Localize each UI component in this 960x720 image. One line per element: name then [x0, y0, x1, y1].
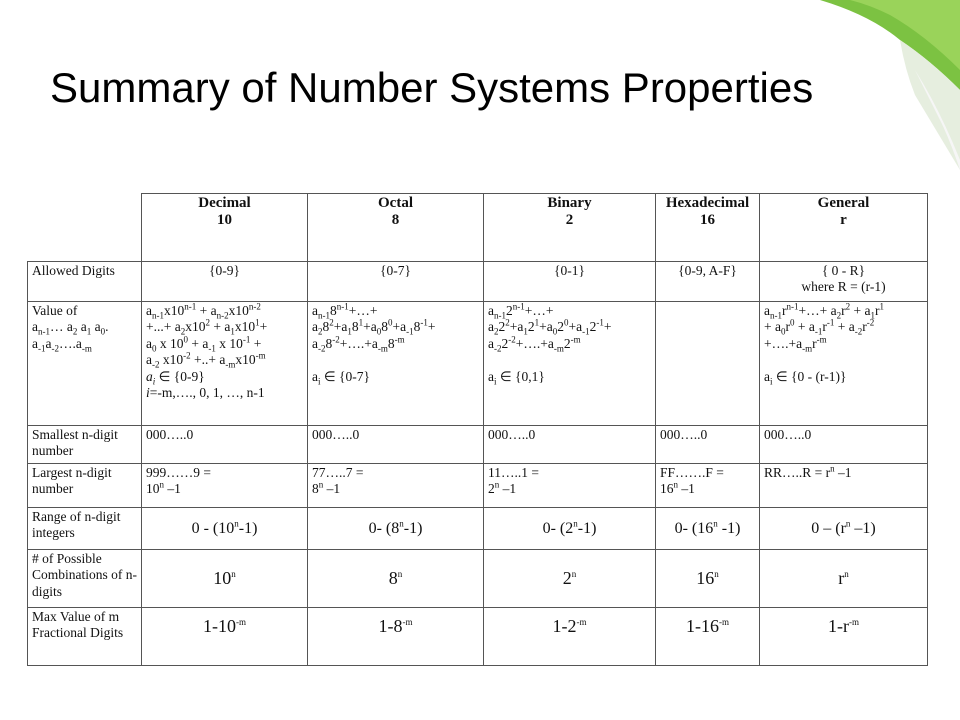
allowed-general: { 0 - R} where R = (r-1)	[760, 262, 928, 302]
range-octal: 0- (8$^n$-1)	[308, 508, 484, 550]
allowed-octal: {0-7}	[308, 262, 484, 302]
slide-title: Summary of Number Systems Properties	[50, 64, 814, 111]
label-range: Range of n-digit integers	[28, 508, 142, 550]
smallest-decimal: 000…..0	[142, 426, 308, 464]
smallest-hex: 000…..0	[656, 426, 760, 464]
maxfrac-octal: $1-8^{-m}$	[308, 608, 484, 666]
smallest-octal: 000…..0	[308, 426, 484, 464]
row-allowed-digits	[28, 262, 928, 302]
row-range	[28, 508, 928, 550]
allowed-decimal: {0-9}	[142, 262, 308, 302]
value-general: $a_{n-1}r^{n-1}+\dots+ a_2r^2 + a_1r^1$ + $a_0r^0 + a_{-1}r^{-1} + a_{-2}r^{-2}$ $+\dots.+a_{-m}r^{-m}$ $a_i$ ∈ {0 - (r-1)}	[760, 302, 928, 426]
label-smallest: Smallest n-digit number	[28, 426, 142, 464]
label-largest: Largest n-digit number	[28, 464, 142, 508]
range-hex: 0- (16$^n$ -1)	[656, 508, 760, 550]
header-hexadecimal: Hexadecimal 16	[656, 194, 760, 262]
largest-binary: 11…..1 = $2^n$ –1	[484, 464, 656, 508]
row-smallest	[28, 426, 928, 464]
row-combinations	[28, 550, 928, 608]
range-general: $0 - (r^n$ –1)	[760, 508, 928, 550]
largest-octal: 77…..7 = $8^n$ –1	[308, 464, 484, 508]
allowed-binary: {0-1}	[484, 262, 656, 302]
label-combinations: # of Possible Combinations of n-digits	[28, 550, 142, 608]
label-value-of: Value of $a_{n-1}\dots$ $a_2$ $a_1$ $a_0$. $a_{-1}a_{-2}\dots.a_{-m}$	[28, 302, 142, 426]
combos-general: $r^n$	[760, 550, 928, 608]
properties-table	[27, 193, 927, 665]
largest-general: RR…..R = $r^n$ –1	[760, 464, 928, 508]
label-allowed-digits: Allowed Digits	[28, 262, 142, 302]
header-row	[28, 194, 928, 262]
header-general: General r	[760, 194, 928, 262]
combos-binary: 2$^n$	[484, 550, 656, 608]
page-curl-decoration	[700, 0, 960, 170]
header-decimal: Decimal 10	[142, 194, 308, 262]
row-max-fractional	[28, 608, 928, 666]
largest-decimal: 999……9 = $10^n$ –1	[142, 464, 308, 508]
range-decimal: 0 - (10$^n$-1)	[142, 508, 308, 550]
combos-octal: 8$^n$	[308, 550, 484, 608]
maxfrac-hex: $1-16^{-m}$	[656, 608, 760, 666]
value-octal: $a_{n-1}8^{n-1}+\dots+$ $a_28^2+a_18^1+a_08^0+a_{-1}8^{-1}+$ $a_{-2}8^{-2}+\dots.+a_{-m}8^{-m}$ $a_i$ ∈ {0-7}	[308, 302, 484, 426]
header-octal: Octal 8	[308, 194, 484, 262]
smallest-general: 000…..0	[760, 426, 928, 464]
smallest-binary: 000…..0	[484, 426, 656, 464]
combos-hex: 16$^n$	[656, 550, 760, 608]
allowed-hex: {0-9, A-F}	[656, 262, 760, 302]
maxfrac-general: $1-r^{-m}$	[760, 608, 928, 666]
value-decimal: $a_{n-1}x10^{n-1} + a_{n-2}x10^{n-2}$ +...+ $a_2x10^2 + a_1x10^1+$ $a_0$ x $10^0 + a_{-1}$ x $10^{-1}$ + $a_{-2}$ $x10^{-2}$ +..+ $a_{-m}x10^{-m}$ $a_i$ ∈ {0-9} i=-m,…., 0, 1, …, n-1	[142, 302, 308, 426]
largest-hex: FF…….F = $16^n$ –1	[656, 464, 760, 508]
row-value-of	[28, 302, 928, 426]
maxfrac-decimal: $1-10^{-m}$	[142, 608, 308, 666]
value-binary: $a_{n-1}2^{n-1}+\dots+$ $a_22^2+a_12^1+a_02^0+a_{-1}2^{-1}+$ $a_{-2}2^{-2}+\dots.+a_{-m}2^{-m}$ $a_i$ ∈ {0,1}	[484, 302, 656, 426]
row-largest	[28, 464, 928, 508]
value-hex	[656, 302, 760, 426]
label-max-fractional: Max Value of m Fractional Digits	[28, 608, 142, 666]
maxfrac-binary: $1-2^{-m}$	[484, 608, 656, 666]
range-binary: 0- (2$^n$-1)	[484, 508, 656, 550]
header-binary: Binary 2	[484, 194, 656, 262]
header-blank	[28, 194, 142, 262]
combos-decimal: 10$^n$	[142, 550, 308, 608]
